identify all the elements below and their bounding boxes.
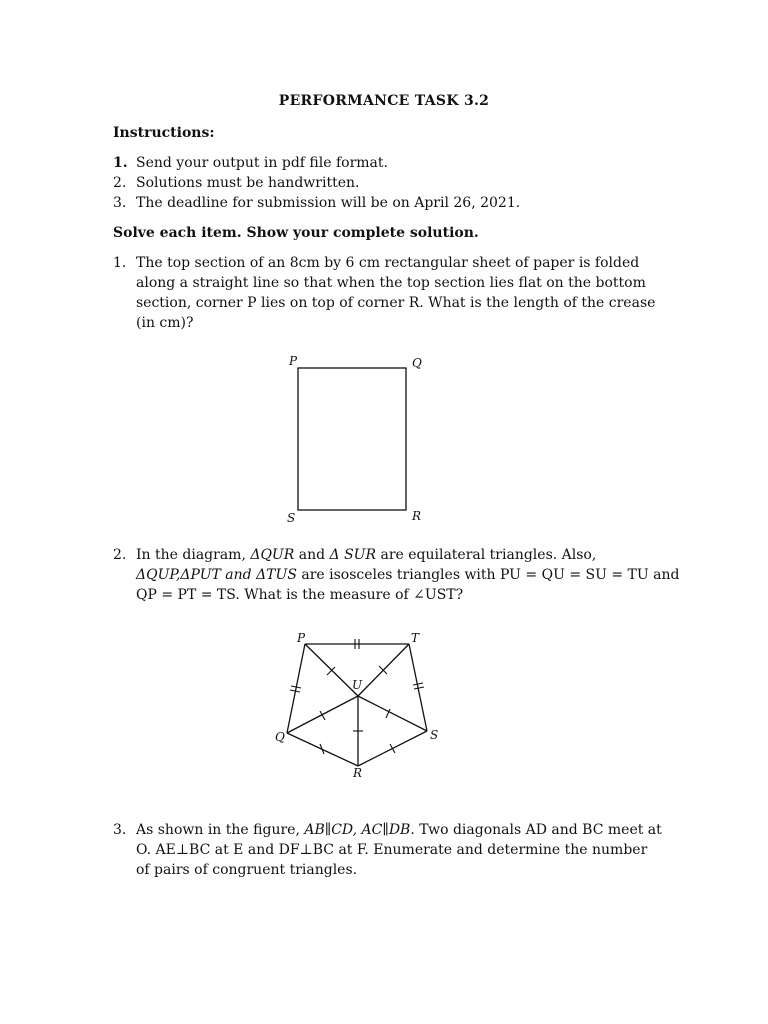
instruction-text: Solutions must be handwritten.	[136, 175, 360, 191]
instruction-text: The deadline for submission will be on April 26, 2021.	[136, 195, 521, 211]
vertex-label-q: Q	[275, 730, 285, 744]
math-triangle-qur: ΔQUR	[250, 547, 295, 563]
math-parallel-lines: AB∥CD, AC∥DB	[304, 822, 411, 838]
vertex-label-s: S	[430, 728, 439, 742]
text-run: As shown in the figure,	[136, 822, 305, 838]
vertex-label-t: T	[411, 631, 420, 645]
math-triangles-list: ΔQUP,ΔPUT and ΔTUS	[136, 567, 297, 583]
segment-pq	[287, 644, 305, 733]
problem-text-line: QP = PT = TS. What is the measure of ∠UST?	[136, 587, 464, 603]
rectangle-figure	[280, 350, 430, 530]
math-triangle-sur: Δ SUR	[329, 547, 377, 563]
instruction-number: 3.	[113, 195, 127, 211]
problem-number: 1.	[113, 255, 127, 271]
page-title: PERFORMANCE TASK 3.2	[278, 93, 490, 109]
problem-text-line: (in cm)?	[136, 315, 194, 331]
instruction-text: Send your output in pdf file format.	[136, 155, 388, 171]
problem-text-line	[136, 565, 679, 585]
pentagon-figure	[270, 625, 450, 785]
text-run: are equilateral triangles. Also,	[376, 547, 597, 563]
instruction-number: 2.	[113, 175, 127, 191]
instruction-number: 1.	[113, 155, 128, 171]
vertex-label-p: P	[297, 631, 306, 645]
instructions-heading: Instructions:	[113, 125, 215, 141]
problem-text-line: The top section of an 8cm by 6 cm rectangular sheet of paper is folded	[136, 255, 640, 271]
problem-number: 3.	[113, 822, 127, 838]
text-run: and	[294, 547, 330, 563]
vertex-label-p: P	[289, 354, 298, 368]
vertex-label-r: R	[412, 509, 422, 523]
vertex-label-u: U	[352, 678, 363, 692]
problem-text-line	[136, 820, 662, 840]
problem-number: 2.	[113, 547, 127, 563]
problem-text-line: section, corner P lies on top of corner R. What is the length of the crease	[136, 295, 656, 311]
segment-su	[358, 696, 427, 731]
text-run: are isosceles triangles with PU = QU = SU = TU and	[296, 567, 680, 583]
problem-text-line: of pairs of congruent triangles.	[136, 862, 358, 878]
vertex-label-r: R	[353, 766, 363, 780]
text-run: In the diagram,	[136, 547, 251, 563]
solve-heading: Solve each item. Show your complete solution.	[113, 225, 479, 241]
problem-text-line: along a straight line so that when the top section lies flat on the bottom	[136, 275, 646, 291]
vertex-label-q: Q	[412, 356, 422, 370]
text-run: . Two diagonals AD and BC meet at	[410, 822, 662, 838]
rectangle-pqrs	[298, 368, 406, 510]
problem-text-line	[136, 545, 596, 565]
problem-text-line: O. AE⊥BC at E and DF⊥BC at F. Enumerate and determine the number	[136, 842, 648, 858]
vertex-label-s: S	[287, 511, 296, 525]
segment-ts	[409, 644, 427, 731]
